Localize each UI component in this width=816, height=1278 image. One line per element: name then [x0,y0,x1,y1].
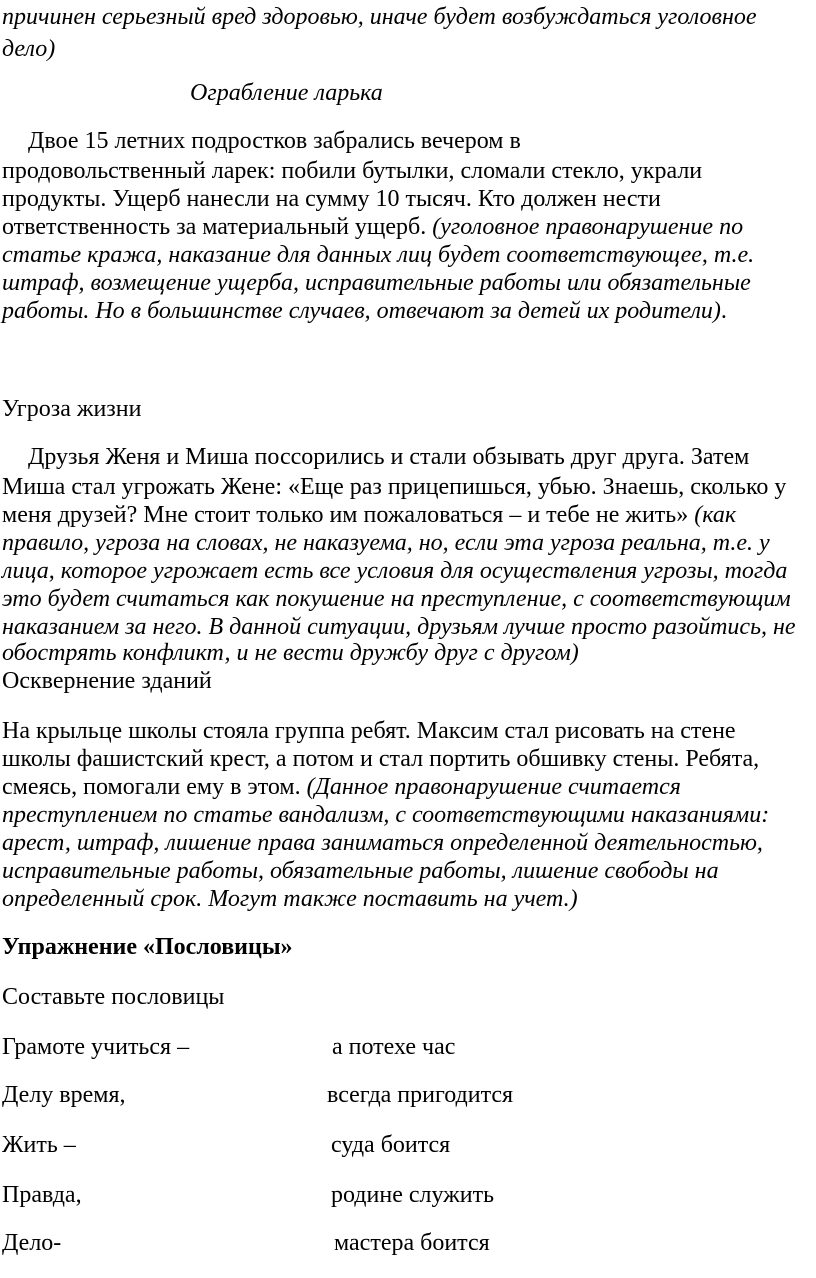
threat-line-5: лица, которое угрожает есть все условия для осуществления угрозы, тогда [2,558,788,584]
threat-line-7: наказанием за него. В данной ситуации, друзьям лучше просто разойтись, не [2,614,796,640]
robbery-line-4 [2,212,743,242]
threat-line-3 [2,500,736,530]
robbery-line-7-italic: работы. Но в большинстве случаев, отвечают за детей их родители) [2,298,721,324]
intro-line-1: причинен серьезный вред здоровью, иначе будет возбуждаться уголовное [2,4,757,30]
exercise-instruction: Составьте пословицы [2,984,225,1010]
robbery-line-6: штраф, возмещение ущерба, исправительные работы или обязательные [2,270,751,296]
vandalism-line-4: преступлением по статье вандализм, с соответствующими наказаниями: [2,802,770,828]
robbery-line-5: статье кража, наказание для данных лиц будет соответствующее, т.е. [2,242,755,268]
proverb-left-1: Грамоте учиться – [2,1034,190,1060]
threat-title: Угроза жизни [2,396,142,422]
threat-line-3-normal: меня друзей? Мне стоит только им пожаловаться – и тебе не жить» [2,502,695,528]
proverb-right-5: мастера боится [334,1230,490,1256]
threat-line-6: это будет считаться как покушение на преступление, с соответствующим [2,586,791,612]
vandalism-line-3 [2,772,681,802]
proverb-left-5: Дело- [2,1230,62,1256]
robbery-line-4-normal: ответственность за материальный ущерб. [2,214,433,240]
threat-line-1: Друзья Женя и Миша поссорились и стали обзывать друг друга. Затем [28,444,750,470]
vandalism-line-3-italic: (Данное правонарушение считается [306,774,681,800]
intro-line-2: дело) [2,36,56,62]
robbery-line-7-end: . [720,298,727,324]
robbery-line-7 [2,296,727,326]
robbery-line-3: продукты. Ущерб нанесли на сумму 10 тысяч. Кто должен нести [2,186,661,212]
proverb-right-1: а потехе час [332,1034,456,1060]
robbery-line-2: продовольственный ларек: побили бутылки, сломали стекло, украли [2,158,703,184]
threat-line-8: обострять конфликт, и не вести дружбу друг с другом) [2,640,579,666]
vandalism-line-5: арест, штраф, лишение права заниматься определенной деятельностью, [2,830,763,856]
proverb-right-3: суда боится [331,1132,451,1158]
proverb-right-4: родине служить [331,1182,495,1208]
proverb-left-2: Делу время, [2,1082,126,1108]
vandalism-line-7: определенный срок. Могут также поставить на учет.) [2,886,578,912]
proverb-left-3: Жить – [2,1132,76,1158]
vandalism-title: Осквернение зданий [2,668,212,694]
robbery-line-4-italic: (уголовное правонарушение по [432,214,744,240]
vandalism-line-1: На крыльце школы стояла группа ребят. Максим стал рисовать на стене [2,718,736,744]
robbery-line-1: Двое 15 летних подростков забрались вечером в [28,128,521,154]
threat-line-2: Миша стал угрожать Жене: «Еще раз прицепишься, убью. Знаешь, сколько у [2,474,787,500]
vandalism-line-2: школы фашистский крест, а потом и стал портить обшивку стены. Ребята, [2,746,760,772]
proverb-left-4: Правда, [2,1182,82,1208]
threat-line-4: правило, угроза на словах, не наказуема, но, если эта угроза реальна, т.е. у [2,530,770,556]
vandalism-line-6: исправительные работы, обязательные работы, лишение свободы на [2,858,719,884]
proverb-right-2: всегда пригодится [327,1082,514,1108]
robbery-title: Ограбление ларька [190,80,383,106]
threat-line-3-italic: (как [694,502,737,528]
vandalism-line-3-normal: смеясь, помогали ему в этом. [2,774,307,800]
exercise-title: Упражнение «Пословицы» [2,934,293,960]
